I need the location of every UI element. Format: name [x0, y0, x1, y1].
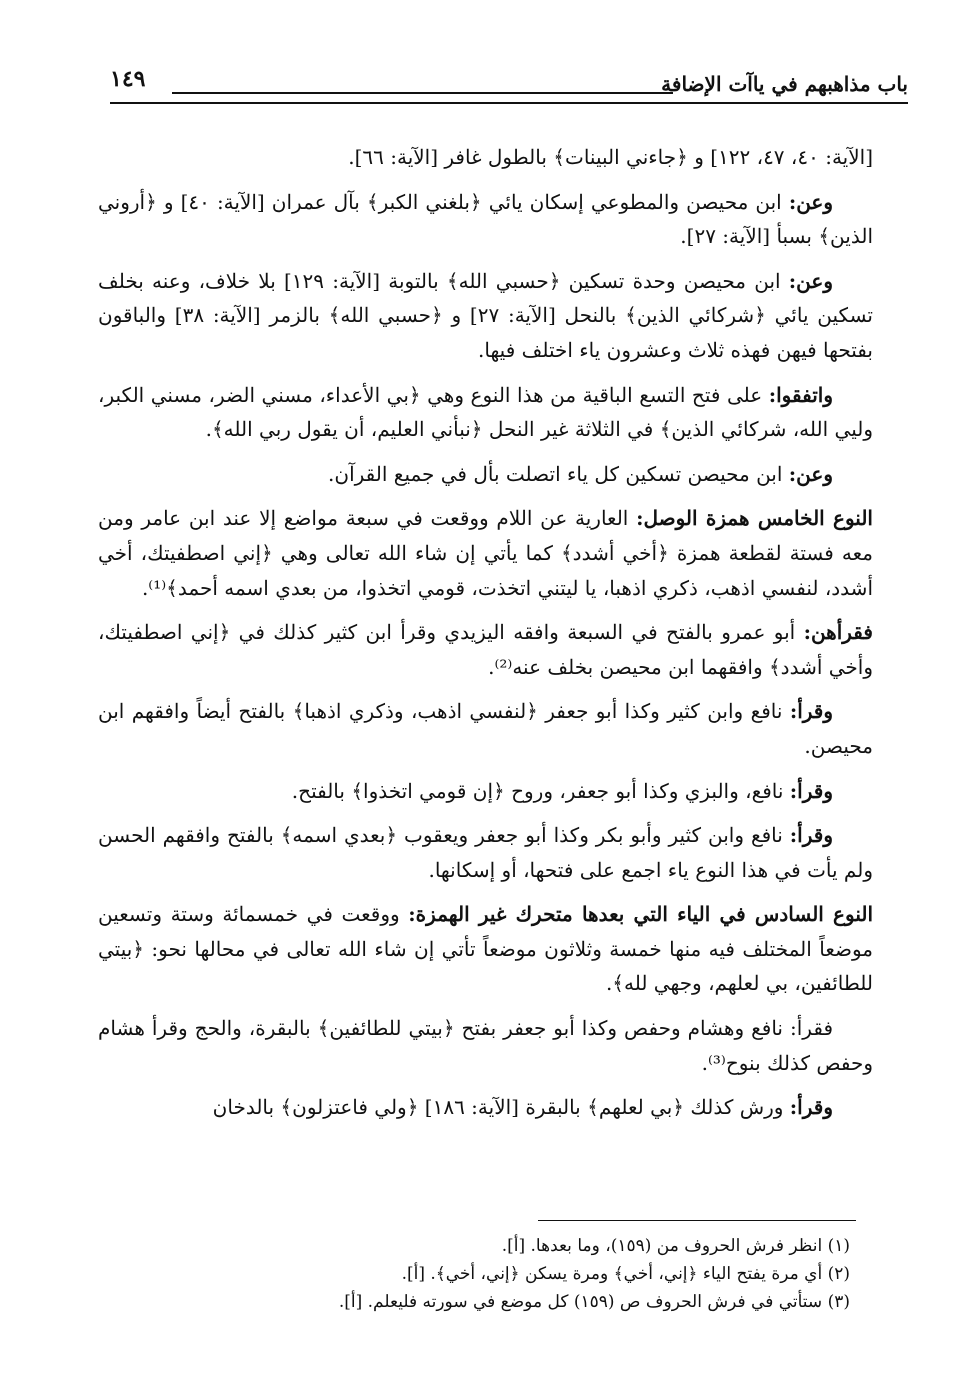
paragraph — [98, 897, 873, 1001]
paragraph-lead: وقرأ: — [789, 1095, 833, 1120]
paragraph-text: ابن محيصن وحدة تسكين ﴿حسبي الله﴾ بالتوبة [الآية: ١٢٩] بلا خلاف، وعنه بخلف تسكين يائي ﴿شركائي الذين﴾ بالنحل [الآية: ٢٧] و ﴿حسبي الله﴾ بالزمر [الآية: ٣٨] والباقون بفتحها فيهن فهذه ثلاث وعشرون ياء اختلف فيها. — [98, 268, 873, 362]
footnotes — [300, 1232, 850, 1316]
chapter-title: باب مذاهبهم في ياآت الإضافة — [661, 72, 908, 96]
paragraph-text: ابن محيصن والمطوعي إسكان يائي ﴿بلغني الكبر﴾ بآل عمران [الآية: ٤٠] و ﴿أروني الذين﴾ بسبأ [الآية: ٢٧]. — [98, 189, 873, 249]
paragraph-text: على فتح التسع الباقية من هذا النوع وهي ﴿بي الأعداء، مسني الضر، مسني الكبر، وليي الله، شركائي الذين﴾ في الثلاثة غير النحل ﴿نبأني العليم، أن يقول ربي الله﴾. — [98, 382, 873, 442]
paragraph — [98, 694, 873, 763]
paragraph-text: [الآية: ٤٠، ٤٧، ١٢٢] و ﴿جاءني البينات﴾ بالطول غافر [الآية: ٦٦]. — [348, 145, 873, 169]
paragraph-text: أبو عمرو بالفتح في السبعة وافقه اليزيدي وقرأ ابن كثير كذلك في ﴿إني اصطفيتك، وأخي أشدد﴾ وافقهما ابن محيصن بخلف عنه⁽²⁾. — [98, 620, 873, 679]
paragraph — [98, 185, 873, 254]
paragraph — [98, 501, 873, 605]
paragraph-text: فقرأ: نافع وهشام وحفص وكذا أبو جعفر بفتح ﴿بيتي للطائفين﴾ بالبقرة، والحج وقرأ هشام وحفص كذلك بنوح⁽³⁾. — [98, 1016, 873, 1075]
main-text — [98, 140, 873, 1135]
header-underline — [110, 102, 908, 104]
paragraph-text: نافع، والبزي وكذا أبو جعفر، وروح ﴿إن قومي اتخذوا﴾ بالفتح. — [291, 778, 784, 803]
paragraph-lead: وعن: — [788, 461, 833, 486]
paragraph-lead: وقرأ: — [789, 699, 834, 724]
footnote-1: (١) انظر فرش الحروف من (١٥٩)، وما بعدها. [أ]. — [501, 1236, 850, 1256]
footnote-2: (٢) أي مرة يفتح الياء ﴿إني، أخي﴾ ومرة يسكن ﴿إني، أخي﴾. [أ]. — [401, 1264, 850, 1284]
paragraph-lead: فقرأهن: — [803, 620, 873, 645]
paragraph-lead: وعن: — [788, 189, 834, 214]
paragraph — [98, 1011, 873, 1080]
paragraph-lead: النوع الخامس همزة الوصل: — [636, 506, 873, 531]
footnote-3: (٣) ستأتي في فرش الحروف ص (١٥٩) كل موضع في سورته فليعلم. [أ]. — [338, 1292, 850, 1312]
paragraph — [98, 378, 873, 447]
paragraph — [98, 457, 873, 492]
paragraph — [98, 615, 873, 684]
paragraph — [98, 818, 873, 887]
paragraph-lead: النوع السادس في الياء التي بعدها متحرك غير الهمزة: — [408, 902, 874, 927]
paragraph-text: نافع وابن كثير وكذا أبو جعفر ﴿لنفسي اذهب، وذكري اذهبا﴾ بالفتح أيضاً وافقهم ابن محيصن. — [98, 699, 873, 758]
paragraph-lead: وقرأ: — [789, 823, 833, 848]
paragraph — [98, 140, 873, 175]
paragraph — [98, 774, 873, 809]
footnote-separator — [538, 1220, 856, 1221]
paragraph-text: نافع وابن كثير وأبو بكر وكذا أبو جعفر ويعقوب ﴿بعدي اسمه﴾ بالفتح وافقهم الحسن ولم يأت في هذا النوع ياء اجمع على فتحها، أو إسكانها. — [98, 823, 873, 882]
paragraph — [98, 1090, 873, 1125]
paragraph-text: ابن محيصن تسكين كل ياء اتصلت بأل في جميع القرآن. — [328, 461, 783, 486]
page-number: ١٤٩ — [110, 66, 146, 92]
paragraph-text: العارية عن اللام ووقعت في سبعة مواضع إلا عند ابن عامر ومن معه فستة لقطعة همزة ﴿أخي أشدد﴾ كما يأتي إن شاء الله تعالى وهي ﴿إني اصطفيتك، أخي أشدد، لنفسي اذهب، ذكري اذهبا، يا ليتني اتخذت، قومي اتخذوا، من بعدي اسمه أحمد﴾⁽¹⁾. — [98, 506, 873, 600]
paragraph-lead: وقرأ: — [789, 778, 833, 803]
running-header — [110, 62, 908, 102]
paragraph-lead: واتفقوا: — [768, 382, 833, 407]
paragraph-text: ووقعت في خمسمائة وستة وتسعين موضعاً المختلف فيه منها خمسة وثلاثون موضعاً تأتي إن شاء الله تعالى في محالها نحو: ﴿بيتي للطائفين، بي لعلهم، وجهي لله﴾. — [98, 902, 873, 996]
header-rule — [172, 92, 673, 94]
paragraph-lead: وعن: — [788, 268, 833, 293]
paragraph-text: ورش كذلك ﴿بي لعلهم﴾ بالبقرة [الآية: ١٨٦] ﴿ولي فاعتزلون﴾ بالدخان — [212, 1095, 784, 1120]
paragraph — [98, 264, 873, 368]
